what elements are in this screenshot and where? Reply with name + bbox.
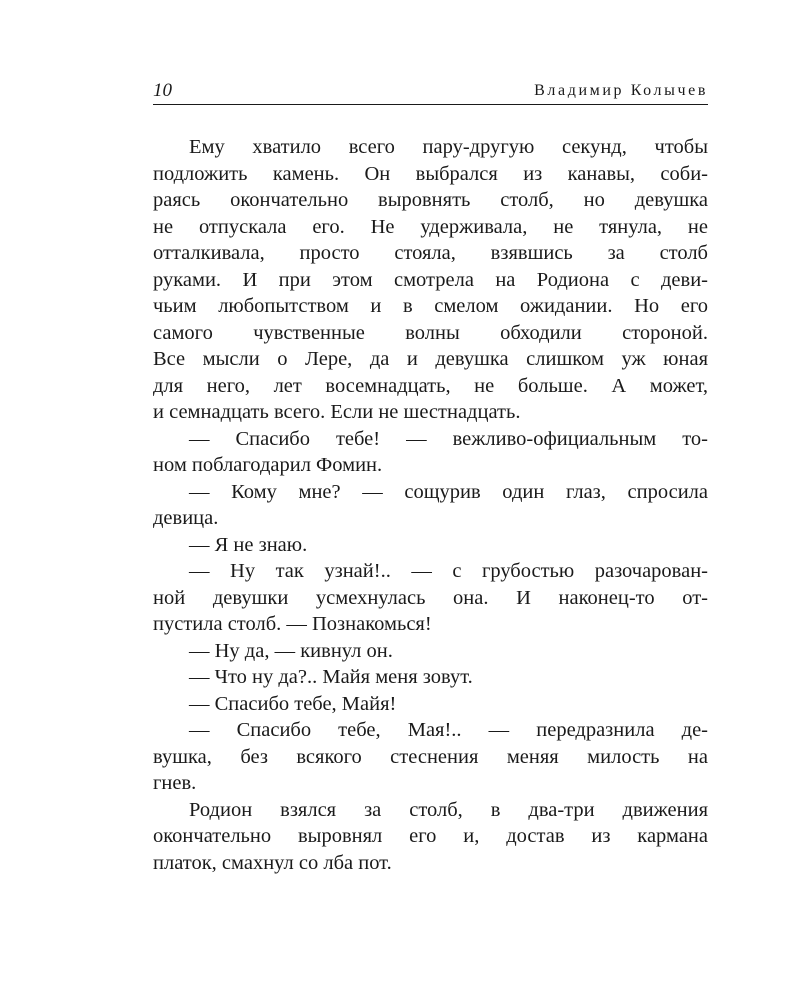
dialogue-line: — Я не знаю. (189, 533, 308, 556)
dialogue-line: гнев. (153, 772, 197, 794)
text-line: Родион взялся за столб, в два-три движения (189, 798, 708, 821)
book-page (153, 78, 708, 876)
dialogue-line: вушка, без всякого стеснения меняя милость на (153, 745, 708, 768)
text-line: для него, лет восемнадцать, не больше. А может, (153, 374, 708, 397)
text-line: подложить камень. Он выбрался из канавы, соби- (153, 162, 708, 185)
text-line: окончательно выровнял его и, достав из кармана (153, 825, 708, 847)
dialogue-line: — Ну да, — кивнул он. (189, 639, 393, 662)
text-line: Ему хватило всего пару-другую секунд, чтобы (189, 136, 708, 158)
dialogue-line: — Ну так узнай!.. — с грубостью разочарован- (189, 560, 708, 582)
dialogue-line: пустила столб. — Познакомься! (153, 613, 432, 635)
author-name: Владимир Колычев (534, 82, 708, 99)
dialogue-line: ном поблагодарил Фомин. (153, 454, 383, 476)
dialogue-line: — Что ну да?.. Майя меня зовут. (189, 666, 473, 688)
dialogue-line: ной девушки усмехнулась она. И наконец-то от- (153, 586, 708, 609)
dialogue-line: — Спасибо тебе! — вежливо-официальным то- (189, 427, 708, 450)
text-line: раясь окончательно выровнять столб, но девушка (153, 189, 708, 211)
body-text (153, 134, 708, 876)
text-line: отталкивала, просто стояла, взявшись за столб (153, 242, 708, 264)
dialogue-line: девица. (153, 507, 219, 529)
text-line: чьим любопытством и в смелом ожидании. Но его (153, 295, 708, 317)
text-line: и семнадцать всего. Если не шестнадцать. (153, 401, 521, 423)
dialogue-line: — Кому мне? — сощурив один глаз, спросила (189, 480, 708, 503)
dialogue-line: — Спасибо тебе, Мая!.. — передразнила де- (189, 719, 708, 741)
text-line: платок, смахнул со лба пот. (153, 851, 392, 874)
running-header (153, 78, 708, 105)
text-line: самого чувственные волны обходили стороной. (153, 321, 708, 344)
dialogue-line: — Спасибо тебе, Майя! (189, 692, 397, 715)
page-number: 10 (153, 80, 172, 101)
text-line: руками. И при этом смотрела на Родиона с деви- (153, 268, 708, 291)
text-line: Все мысли о Лере, да и девушка слишком уж юная (153, 348, 708, 370)
text-line: не отпускала его. Не удерживала, не тянула, не (153, 215, 708, 238)
